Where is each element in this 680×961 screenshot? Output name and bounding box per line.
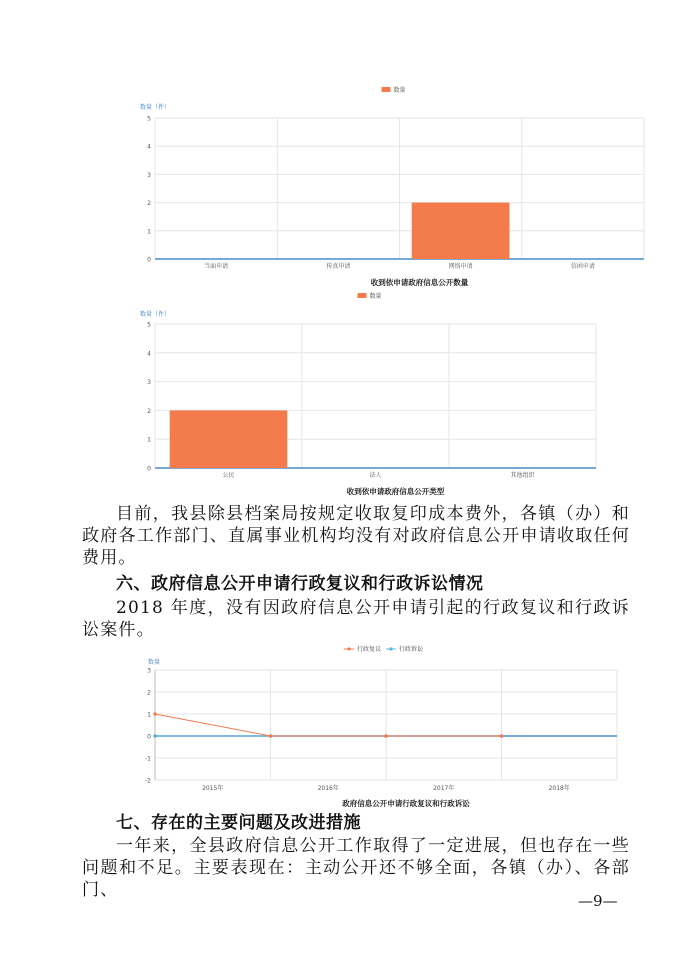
bar-公民 xyxy=(170,410,288,468)
legend-label: 数量 xyxy=(369,293,382,300)
point-行政复议 xyxy=(500,734,504,738)
chart-title: 政府信息公开申请行政复议和行政诉讼 xyxy=(342,799,470,808)
chart-title: 收到依申请政府信息公开数量 xyxy=(370,278,469,287)
bar-网络申请 xyxy=(412,203,510,259)
x-tick-label: 传真申请 xyxy=(326,263,351,270)
series-line-行政复议 xyxy=(155,714,502,736)
x-tick-label: 法人 xyxy=(369,472,382,479)
y-tick-label: 3 xyxy=(147,171,151,179)
y-axis-label: 数量 xyxy=(148,659,161,666)
y-tick-label: 5 xyxy=(147,115,151,123)
point-行政复议 xyxy=(153,712,157,716)
y-tick-label: 0 xyxy=(147,256,151,264)
page-number: —9— xyxy=(578,892,618,910)
y-tick-label: 1 xyxy=(147,228,151,236)
y-tick-label: -2 xyxy=(145,777,151,785)
legend-swatch xyxy=(382,87,391,92)
y-tick-label: 3 xyxy=(147,667,151,675)
x-tick-label: 2015年 xyxy=(202,785,224,792)
legend-swatch xyxy=(358,293,367,298)
point-行政复议 xyxy=(269,734,273,738)
y-tick-label: 4 xyxy=(147,143,151,151)
y-tick-label: 4 xyxy=(147,350,151,358)
chart-title: 收到依申请政府信息公开类型 xyxy=(346,487,445,496)
paragraph-problems: 一年来，全县政府信息公开工作取得了一定进展，但也存在一些问题和不足。主要表现在：主动公开还不够全面，各镇（办）、各部门、 xyxy=(82,836,630,900)
x-tick-label: 当面申请 xyxy=(204,263,229,270)
section-heading-6: 六、政府信息公开申请行政复议和行政诉讼情况 xyxy=(116,574,484,594)
point-行政诉讼 xyxy=(153,734,157,738)
y-tick-label: 0 xyxy=(147,733,151,741)
y-tick-label: 1 xyxy=(147,711,151,719)
legend-label: 行政诉讼 xyxy=(399,646,424,653)
legend-label: 数量 xyxy=(393,87,406,94)
section-heading-7: 七、存在的主要问题及改进措施 xyxy=(116,813,361,833)
paragraph-review: 2018 年度，没有因政府信息公开申请引起的行政复议和行政诉讼案件。 xyxy=(82,598,630,640)
y-tick-label: 2 xyxy=(147,407,151,415)
legend-marker xyxy=(347,647,350,650)
x-tick-label: 网络申请 xyxy=(448,263,473,270)
x-tick-label: 其他组织 xyxy=(510,472,535,479)
y-tick-label: 5 xyxy=(147,321,151,329)
x-tick-label: 2017年 xyxy=(433,785,455,792)
legend-marker xyxy=(389,647,392,650)
y-axis-label: 数量（件） xyxy=(140,311,171,318)
x-tick-label: 公民 xyxy=(222,472,235,479)
x-tick-label: 信函申请 xyxy=(570,263,595,270)
y-axis-label: 数量（件） xyxy=(140,104,171,111)
paragraph-fees: 目前，我县除县档案局按规定收取复印成本费外，各镇（办）和政府各工作部门、直属事业机构均没有对政府信息公开申请收取任何费用。 xyxy=(82,504,630,568)
y-tick-label: 0 xyxy=(147,465,151,473)
x-tick-label: 2016年 xyxy=(317,785,339,792)
y-tick-label: 2 xyxy=(147,200,151,208)
legend-label: 行政复议 xyxy=(357,646,382,653)
y-tick-label: 2 xyxy=(147,689,151,697)
y-tick-label: 1 xyxy=(147,436,151,444)
y-tick-label: 3 xyxy=(147,379,151,387)
x-tick-label: 2018年 xyxy=(548,785,570,792)
y-tick-label: -1 xyxy=(145,755,151,763)
point-行政复议 xyxy=(384,734,388,738)
